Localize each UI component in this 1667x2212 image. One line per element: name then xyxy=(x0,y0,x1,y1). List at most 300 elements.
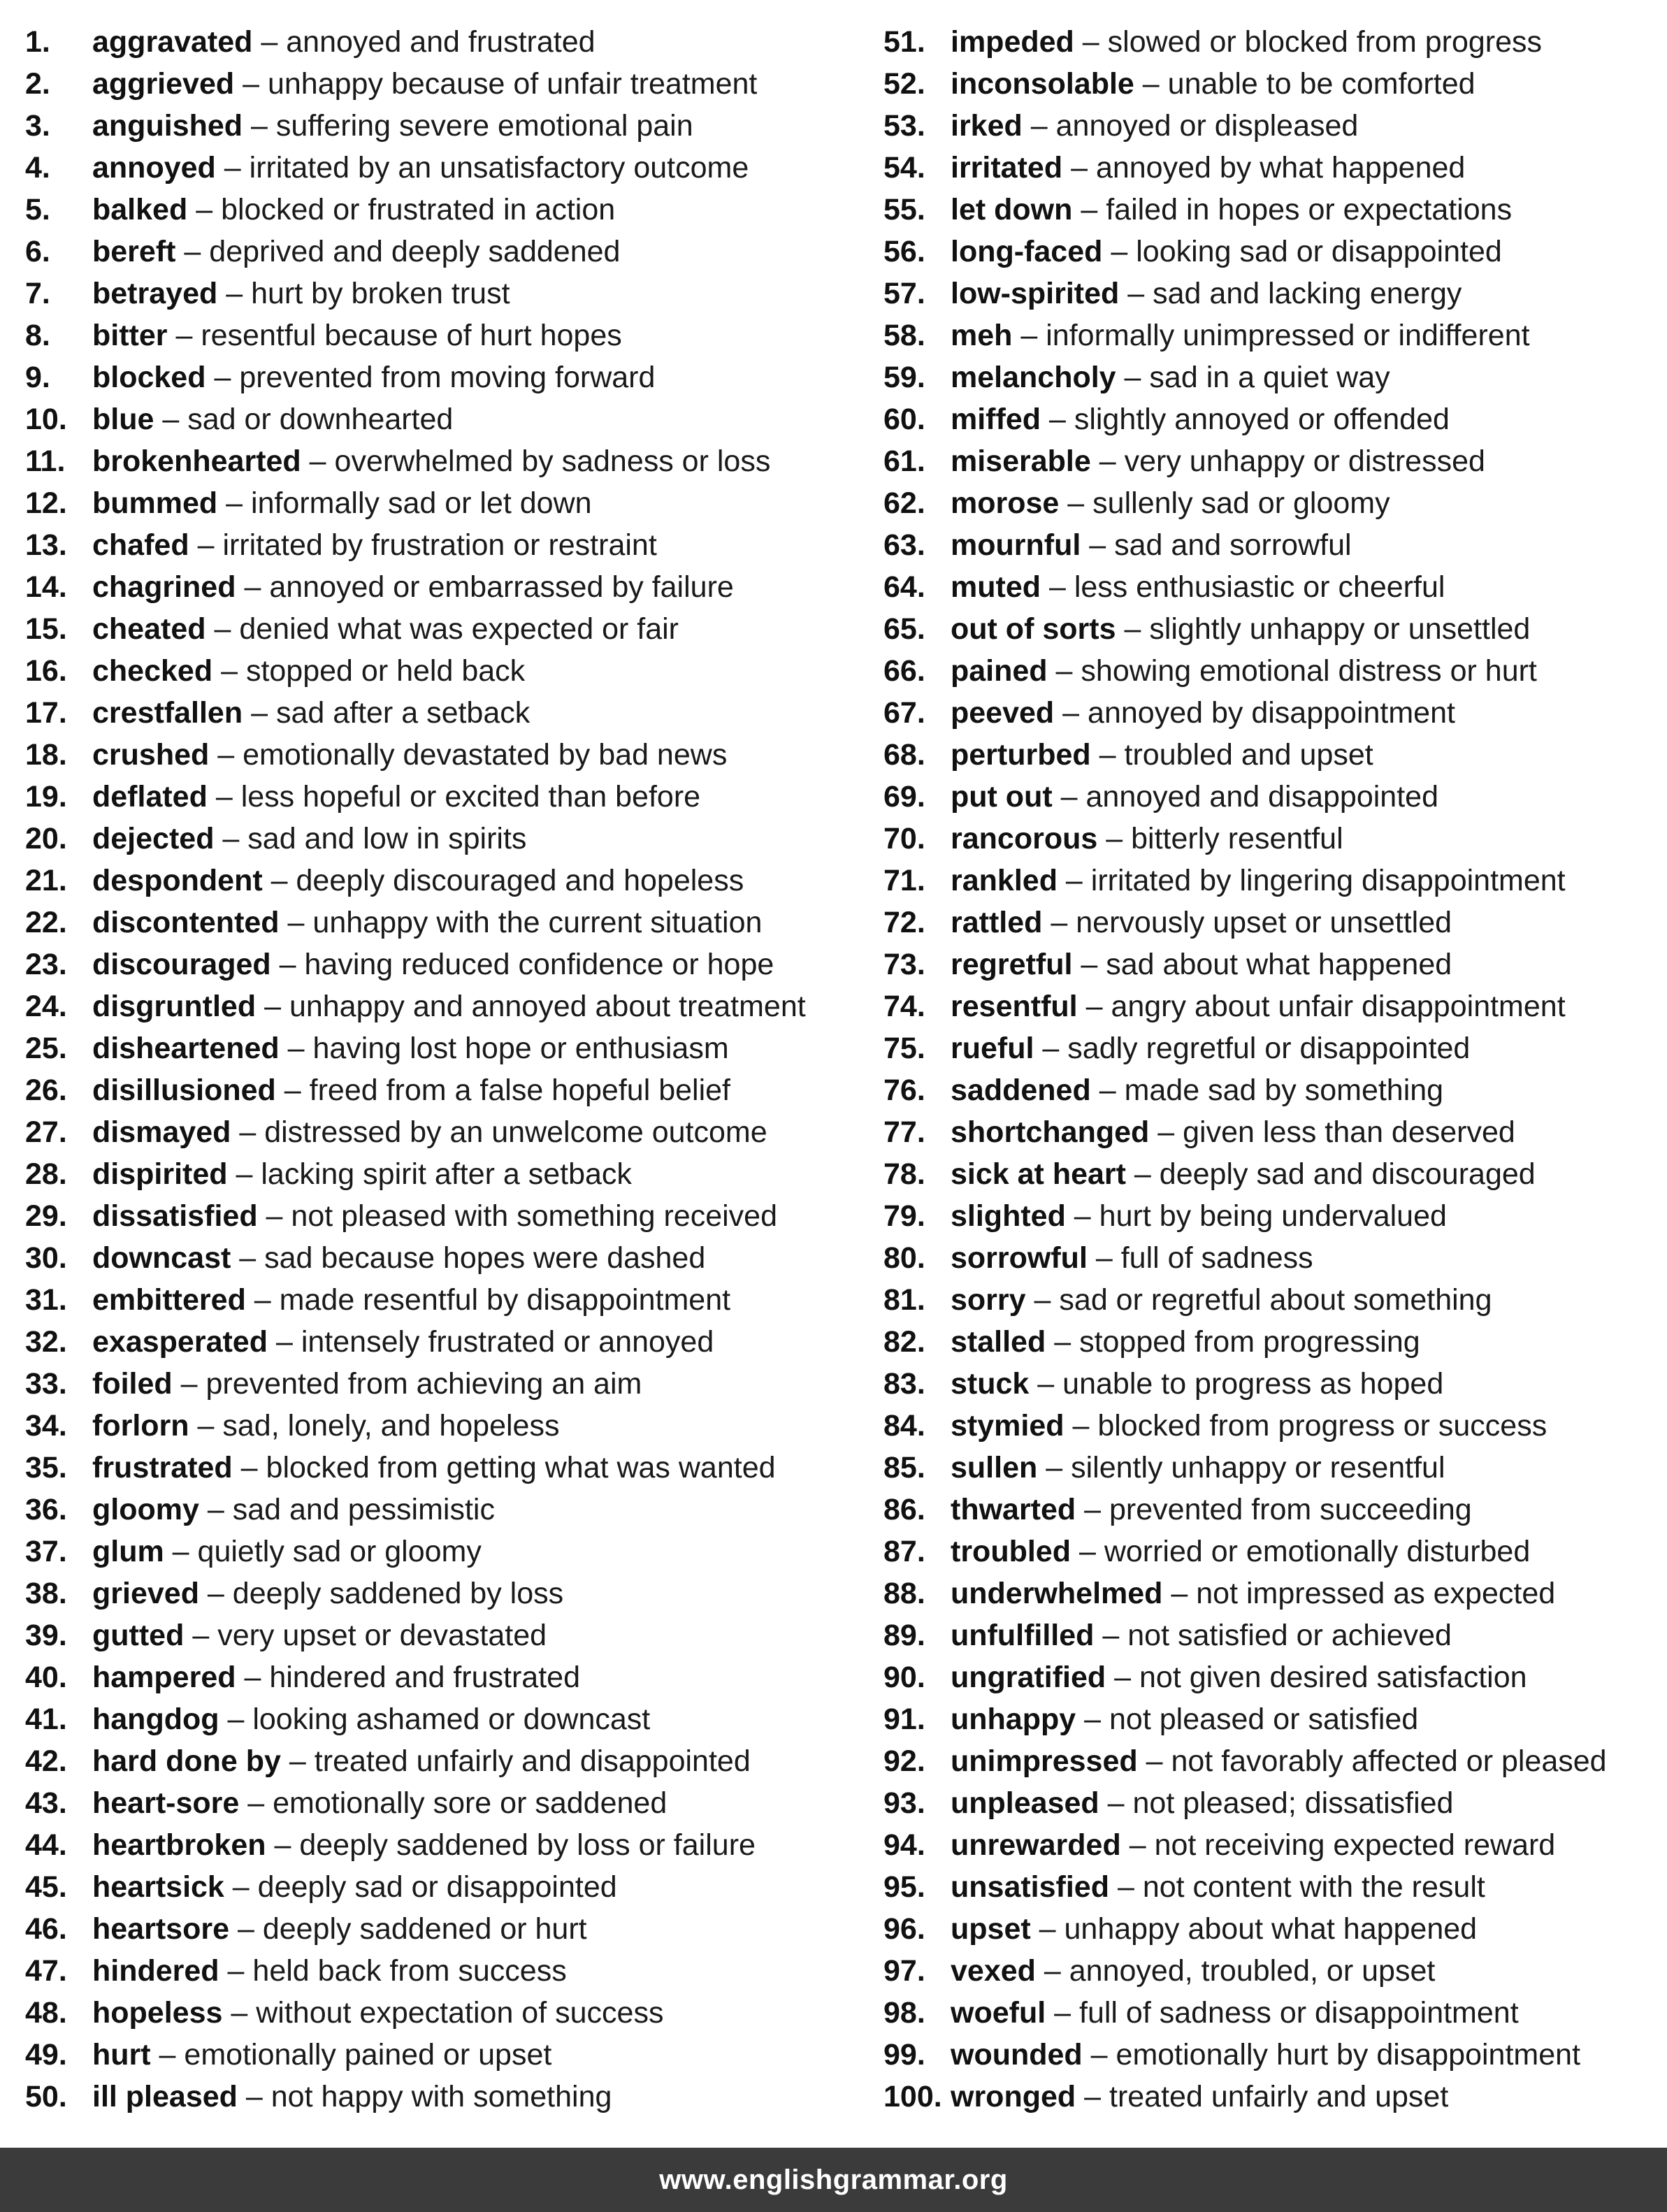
entry-word: disheartened xyxy=(92,1032,280,1065)
entry-number: 73. xyxy=(883,948,925,981)
entry-definition: unhappy and annoyed about treatment xyxy=(289,990,806,1023)
entry-separator: – xyxy=(184,235,201,268)
entry-definition: treated unfairly and disappointed xyxy=(314,1744,751,1778)
entry-definition: sad after a setback xyxy=(275,696,531,730)
list-item xyxy=(25,105,850,147)
entry-body xyxy=(951,147,1465,189)
list-item xyxy=(25,860,850,902)
entry-separator: – xyxy=(1054,1325,1071,1359)
entry-definition: unable to be comforted xyxy=(1167,67,1475,101)
entry-body xyxy=(951,1195,1447,1237)
entry-body xyxy=(92,1489,495,1531)
entry-definition: slowed or blocked from progress xyxy=(1107,25,1543,59)
entry-definition: emotionally sore or saddened xyxy=(273,1786,667,1820)
entry-separator: – xyxy=(1030,109,1048,143)
list-item xyxy=(883,440,1659,482)
entry-definition: nervously upset or unsettled xyxy=(1076,906,1452,939)
list-item xyxy=(25,147,850,189)
entry-separator: – xyxy=(236,1157,253,1191)
entry-word: sick at heart xyxy=(951,1157,1126,1191)
entry-number: 58. xyxy=(883,319,925,352)
list-item xyxy=(25,398,850,440)
entry-definition: sadly regretful or disappointed xyxy=(1067,1032,1471,1065)
entry-word: slighted xyxy=(951,1199,1066,1233)
entry-word: long-faced xyxy=(951,235,1103,268)
entry-separator: – xyxy=(1124,612,1141,646)
entry-separator: – xyxy=(1060,780,1078,814)
entry-definition: not favorably affected or pleased xyxy=(1171,1744,1607,1778)
entry-word: sorry xyxy=(951,1283,1026,1317)
entry-separator: – xyxy=(1042,1032,1060,1065)
list-item xyxy=(25,2034,850,2076)
entry-word: checked xyxy=(92,654,213,688)
list-item xyxy=(883,1279,1659,1321)
entry-number: 29. xyxy=(25,1199,67,1233)
list-item xyxy=(25,692,850,734)
entry-body xyxy=(951,1405,1547,1447)
list-item xyxy=(883,902,1659,944)
entry-word: heart-sore xyxy=(92,1786,240,1820)
entry-definition: distressed by an unwelcome outcome xyxy=(264,1115,767,1149)
list-item xyxy=(883,1111,1659,1153)
entry-body xyxy=(92,21,596,63)
entry-separator: – xyxy=(1117,1870,1134,1904)
entry-number: 93. xyxy=(883,1786,925,1820)
entry-word: upset xyxy=(951,1912,1031,1946)
entry-definition: less enthusiastic or cheerful xyxy=(1074,570,1445,604)
entry-definition: prevented from moving forward xyxy=(239,361,656,394)
entry-number: 99. xyxy=(883,2038,925,2072)
entry-word: deflated xyxy=(92,780,208,814)
entry-word: peeved xyxy=(951,696,1055,730)
entry-separator: – xyxy=(207,1493,224,1526)
entry-definition: without expectation of success xyxy=(256,1996,664,2030)
entry-word: mournful xyxy=(951,528,1081,562)
entry-definition: slightly annoyed or offended xyxy=(1074,403,1450,436)
entry-definition: not impressed as expected xyxy=(1196,1577,1556,1610)
entry-separator: – xyxy=(251,696,268,730)
entry-separator: – xyxy=(226,486,243,520)
entry-word: inconsolable xyxy=(951,67,1134,101)
entry-number: 43. xyxy=(25,1786,67,1820)
entry-separator: – xyxy=(1084,1703,1102,1736)
entry-body xyxy=(951,315,1530,356)
entry-separator: – xyxy=(247,1786,265,1820)
entry-number: 89. xyxy=(883,1619,925,1652)
entry-body xyxy=(951,608,1530,650)
entry-separator: – xyxy=(1146,1744,1163,1778)
entry-number: 66. xyxy=(883,654,925,688)
entry-number: 61. xyxy=(883,444,925,478)
entry-number: 75. xyxy=(883,1032,925,1065)
entry-number: 53. xyxy=(883,109,925,143)
entry-body xyxy=(92,1405,559,1447)
entry-number: 28. xyxy=(25,1157,67,1191)
entry-definition: blocked from progress or success xyxy=(1097,1409,1547,1443)
entry-word: rattled xyxy=(951,906,1043,939)
entry-separator: – xyxy=(1054,1996,1071,2030)
entry-body xyxy=(951,1573,1555,1614)
entry-separator: – xyxy=(239,1115,257,1149)
entry-definition: made resentful by disappointment xyxy=(279,1283,731,1317)
entry-definition: sad about what happened xyxy=(1106,948,1452,981)
entry-separator: – xyxy=(237,1912,254,1946)
entry-definition: emotionally hurt by disappointment xyxy=(1116,2038,1581,2072)
entry-number: 65. xyxy=(883,612,925,646)
entry-word: pained xyxy=(951,654,1048,688)
entry-body xyxy=(92,1866,617,1908)
list-item xyxy=(25,1069,850,1111)
entry-number: 41. xyxy=(25,1703,67,1736)
entry-definition: sullenly sad or gloomy xyxy=(1092,486,1390,520)
entry-body xyxy=(951,1866,1485,1908)
entry-separator: – xyxy=(1044,1954,1061,1988)
entry-word: hard done by xyxy=(92,1744,281,1778)
entry-separator: – xyxy=(1171,1577,1188,1610)
entry-separator: – xyxy=(1090,2038,1108,2072)
entry-body xyxy=(951,1447,1445,1489)
entry-word: stymied xyxy=(951,1409,1065,1443)
entry-number: 98. xyxy=(883,1996,925,2030)
entry-separator: – xyxy=(222,822,240,855)
entry-number: 2. xyxy=(25,67,50,101)
entry-number: 56. xyxy=(883,235,925,268)
entry-definition: sad and low in spirits xyxy=(247,822,527,855)
entry-definition: full of sadness xyxy=(1120,1241,1313,1275)
entry-definition: not satisfied or achieved xyxy=(1127,1619,1452,1652)
entry-word: chafed xyxy=(92,528,189,562)
entry-body xyxy=(951,273,1462,315)
entry-definition: given less than deserved xyxy=(1183,1115,1515,1149)
entry-definition: sad because hopes were dashed xyxy=(264,1241,706,1275)
entry-number: 11. xyxy=(25,444,66,478)
entry-definition: unable to progress as hoped xyxy=(1062,1367,1444,1401)
entry-word: anguished xyxy=(92,109,243,143)
list-item xyxy=(25,734,850,776)
entry-number: 34. xyxy=(25,1409,67,1443)
entry-number: 71. xyxy=(883,864,925,897)
list-item xyxy=(883,315,1659,356)
entry-separator: – xyxy=(1089,528,1106,562)
list-item xyxy=(25,356,850,398)
entry-separator: – xyxy=(250,109,268,143)
entry-body xyxy=(92,1069,730,1111)
entry-number: 40. xyxy=(25,1661,67,1694)
entry-body xyxy=(92,1573,563,1614)
entry-definition: annoyed and frustrated xyxy=(286,25,596,59)
list-item xyxy=(25,1237,850,1279)
entry-definition: deeply saddened or hurt xyxy=(262,1912,587,1946)
entry-number: 57. xyxy=(883,277,925,310)
entry-word: cheated xyxy=(92,612,206,646)
list-item xyxy=(883,1740,1659,1782)
entry-separator: – xyxy=(197,528,215,562)
list-item xyxy=(25,1531,850,1573)
list-item xyxy=(883,356,1659,398)
entry-number: 20. xyxy=(25,822,67,855)
entry-body xyxy=(92,315,622,356)
list-item xyxy=(25,902,850,944)
entry-body xyxy=(951,482,1390,524)
entry-separator: – xyxy=(214,612,231,646)
entry-separator: – xyxy=(175,319,193,352)
entry-body xyxy=(92,1950,567,1992)
entry-separator: – xyxy=(207,1577,224,1610)
entry-definition: annoyed and disappointed xyxy=(1085,780,1438,814)
entry-body xyxy=(951,1027,1470,1069)
entry-number: 38. xyxy=(25,1577,67,1610)
entry-body xyxy=(951,860,1566,902)
list-item xyxy=(883,1531,1659,1573)
entry-separator: – xyxy=(1067,486,1085,520)
entry-word: aggrieved xyxy=(92,67,235,101)
entry-body xyxy=(951,398,1450,440)
entry-number: 72. xyxy=(883,906,925,939)
entry-word: irritated xyxy=(951,151,1063,185)
entry-definition: sad or regretful about something xyxy=(1059,1283,1492,1317)
entry-number: 79. xyxy=(883,1199,925,1233)
entry-body xyxy=(92,1195,777,1237)
entry-definition: deprived and deeply saddened xyxy=(209,235,621,268)
entry-number: 77. xyxy=(883,1115,925,1149)
entry-separator: – xyxy=(162,403,180,436)
entry-word: resentful xyxy=(951,990,1078,1023)
entry-separator: – xyxy=(1095,1241,1113,1275)
entry-number: 8. xyxy=(25,319,50,352)
entry-definition: sad, lonely, and hopeless xyxy=(222,1409,560,1443)
entry-definition: held back from success xyxy=(252,1954,567,1988)
entry-word: stuck xyxy=(951,1367,1030,1401)
entry-body xyxy=(92,734,727,776)
list-item xyxy=(883,63,1659,105)
list-item xyxy=(25,650,850,692)
entry-separator: – xyxy=(1082,25,1099,59)
entry-body xyxy=(92,1531,482,1573)
entry-word: downcast xyxy=(92,1241,231,1275)
list-item xyxy=(883,566,1659,608)
entry-word: heartsore xyxy=(92,1912,229,1946)
entry-body xyxy=(951,1698,1418,1740)
entry-word: rancorous xyxy=(951,822,1098,855)
entry-separator: – xyxy=(270,864,288,897)
entry-body xyxy=(92,440,770,482)
list-item xyxy=(25,1824,850,1866)
list-item xyxy=(883,1195,1659,1237)
entry-number: 90. xyxy=(883,1661,925,1694)
list-item xyxy=(25,1740,850,1782)
list-item xyxy=(25,1782,850,1824)
entry-separator: – xyxy=(1157,1115,1175,1149)
entry-body xyxy=(92,524,657,566)
entry-definition: bitterly resentful xyxy=(1131,822,1343,855)
entry-separator: – xyxy=(1048,403,1066,436)
entry-definition: prevented from achieving an aim xyxy=(205,1367,642,1401)
entry-definition: treated unfairly and upset xyxy=(1109,2080,1449,2113)
list-item xyxy=(883,1824,1659,1866)
entry-word: woeful xyxy=(951,1996,1046,2030)
entry-number: 64. xyxy=(883,570,925,604)
entry-body xyxy=(92,147,749,189)
entry-separator: – xyxy=(266,1199,283,1233)
entry-number: 69. xyxy=(883,780,925,814)
entry-number: 52. xyxy=(883,67,925,101)
list-item xyxy=(883,608,1659,650)
entry-definition: deeply discouraged and hopeless xyxy=(296,864,744,897)
entry-separator: – xyxy=(1034,1283,1051,1317)
list-item xyxy=(25,1698,850,1740)
entry-word: blue xyxy=(92,403,154,436)
list-item xyxy=(25,21,850,63)
entry-definition: slightly unhappy or unsettled xyxy=(1149,612,1531,646)
entry-body xyxy=(92,902,762,944)
list-item xyxy=(25,1027,850,1069)
entry-word: saddened xyxy=(951,1074,1091,1107)
entry-separator: – xyxy=(1062,696,1080,730)
entry-separator: – xyxy=(224,151,241,185)
entry-separator: – xyxy=(227,1703,245,1736)
entry-number: 44. xyxy=(25,1828,67,1862)
list-item xyxy=(25,231,850,273)
entry-word: crestfallen xyxy=(92,696,243,730)
entry-word: foiled xyxy=(92,1367,173,1401)
entry-number: 23. xyxy=(25,948,67,981)
entry-separator: – xyxy=(279,948,296,981)
entry-separator: – xyxy=(1072,1409,1090,1443)
entry-word: sullen xyxy=(951,1451,1038,1484)
entry-word: hampered xyxy=(92,1661,236,1694)
entry-body xyxy=(92,1153,632,1195)
entry-definition: looking sad or disappointed xyxy=(1136,235,1502,268)
entry-word: blocked xyxy=(92,361,206,394)
entry-definition: not given desired satisfaction xyxy=(1139,1661,1527,1694)
entry-definition: deeply saddened by loss or failure xyxy=(299,1828,756,1862)
entry-number: 6. xyxy=(25,235,50,268)
entry-separator: – xyxy=(217,738,235,772)
entry-separator: – xyxy=(1107,1786,1125,1820)
entry-word: dispirited xyxy=(92,1157,228,1191)
list-item xyxy=(883,105,1659,147)
entry-number: 14. xyxy=(25,570,67,604)
entry-separator: – xyxy=(159,2038,176,2072)
entry-separator: – xyxy=(1078,1535,1096,1568)
list-item xyxy=(25,2076,850,2118)
entry-definition: not pleased with something received xyxy=(291,1199,778,1233)
entry-definition: prevented from succeeding xyxy=(1109,1493,1472,1526)
entry-word: despondent xyxy=(92,864,263,897)
list-item xyxy=(25,440,850,482)
entry-separator: – xyxy=(239,1241,257,1275)
entry-number: 27. xyxy=(25,1115,67,1149)
entry-word: hangdog xyxy=(92,1703,219,1736)
entry-word: irked xyxy=(951,109,1023,143)
entry-separator: – xyxy=(1037,1367,1055,1401)
entry-word: vexed xyxy=(951,1954,1036,1988)
entry-body xyxy=(92,1111,767,1153)
entry-number: 84. xyxy=(883,1409,925,1443)
entry-number: 24. xyxy=(25,990,67,1023)
list-item xyxy=(25,1363,850,1405)
entry-body xyxy=(92,1279,730,1321)
entry-body xyxy=(92,105,693,147)
entry-separator: – xyxy=(1099,738,1116,772)
entry-body xyxy=(951,2034,1580,2076)
entry-number: 87. xyxy=(883,1535,925,1568)
entry-number: 46. xyxy=(25,1912,67,1946)
entry-number: 82. xyxy=(883,1325,925,1359)
entry-number: 19. xyxy=(25,780,67,814)
entry-word: ungratified xyxy=(951,1661,1106,1694)
entry-separator: – xyxy=(231,1996,248,2030)
entry-body xyxy=(92,985,806,1027)
entry-number: 26. xyxy=(25,1074,67,1107)
entry-word: bitter xyxy=(92,319,168,352)
entry-number: 39. xyxy=(25,1619,67,1652)
entry-number: 74. xyxy=(883,990,925,1023)
entry-number: 45. xyxy=(25,1870,67,1904)
entry-word: brokenhearted xyxy=(92,444,301,478)
entry-separator: – xyxy=(1071,151,1088,185)
entry-separator: – xyxy=(244,570,261,604)
entry-word: dismayed xyxy=(92,1115,231,1149)
entry-number: 100. xyxy=(883,2080,942,2113)
entry-separator: – xyxy=(180,1367,198,1401)
entry-body xyxy=(951,189,1512,231)
entry-number: 18. xyxy=(25,738,67,772)
list-item xyxy=(25,776,850,818)
list-item xyxy=(883,1782,1659,1824)
entry-body xyxy=(92,1237,705,1279)
entry-number: 36. xyxy=(25,1493,67,1526)
list-item xyxy=(883,2076,1659,2118)
entry-number: 5. xyxy=(25,193,50,226)
list-item xyxy=(25,1153,850,1195)
list-item xyxy=(25,944,850,985)
list-item xyxy=(883,860,1659,902)
list-item xyxy=(25,608,850,650)
list-item xyxy=(25,482,850,524)
entry-definition: sad and lacking energy xyxy=(1153,277,1462,310)
entry-separator: – xyxy=(1046,1451,1063,1484)
entry-word: troubled xyxy=(951,1535,1071,1568)
entry-word: crushed xyxy=(92,738,210,772)
entry-separator: – xyxy=(1127,277,1145,310)
entry-word: miffed xyxy=(951,403,1041,436)
entry-body xyxy=(92,608,679,650)
entry-definition: failed in hopes or expectations xyxy=(1106,193,1513,226)
entry-number: 21. xyxy=(25,864,67,897)
entry-separator: – xyxy=(1055,654,1073,688)
entry-number: 94. xyxy=(883,1828,925,1862)
entry-body xyxy=(92,1824,756,1866)
list-item xyxy=(883,2034,1659,2076)
entry-separator: – xyxy=(192,1619,210,1652)
entry-separator: – xyxy=(1081,193,1098,226)
entry-separator: – xyxy=(1020,319,1038,352)
entry-body xyxy=(951,105,1358,147)
list-item xyxy=(25,1614,850,1656)
entry-number: 76. xyxy=(883,1074,925,1107)
entry-number: 51. xyxy=(883,25,925,59)
entry-word: unpleased xyxy=(951,1786,1099,1820)
entry-body xyxy=(951,1992,1519,2034)
entry-separator: – xyxy=(226,277,243,310)
entry-word: dissatisfied xyxy=(92,1199,258,1233)
entry-word: discontented xyxy=(92,906,280,939)
entry-separator: – xyxy=(1106,822,1123,855)
list-item xyxy=(883,189,1659,231)
entry-body xyxy=(92,1908,587,1950)
entry-word: embittered xyxy=(92,1283,246,1317)
